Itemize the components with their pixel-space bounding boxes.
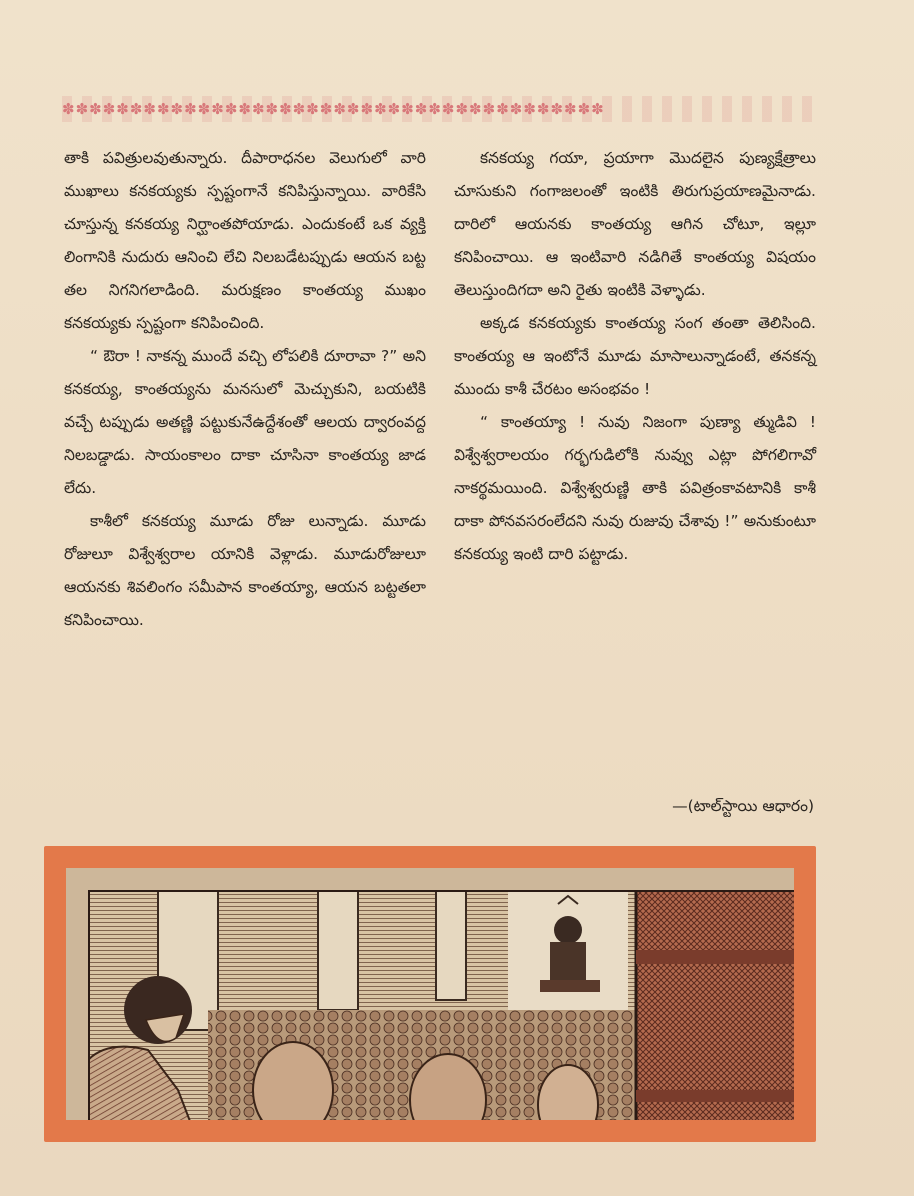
source-attribution: —(టాల్‌స్టాయి ఆధారం) bbox=[672, 797, 814, 815]
left-text-column bbox=[64, 142, 426, 637]
paragraph: అక్కడ కనకయ్యకు కాంతయ్య సంగ తంతా తెలిసింది. కాంతయ్య ఆ ఇంటోనే మూడు మాసాలున్నాడంటే, తనకన్న ముందు కాశీ చేరటం అసంభవం ! bbox=[454, 314, 816, 398]
paragraph: కాశీలో కనకయ్య మూడు రోజు లున్నాడు. మూడు రోజులూ విశ్వేశ్వరాల యానికి వెళ్లాడు. మూడురోజులూ ఆయనకు శివలింగం సమీపాన కాంతయ్యా, ఆయన బట్టతలా కనిపించాయి. bbox=[64, 512, 426, 629]
decorative-border-band: ✽✽✽✽✽✽✽✽✽✽✽✽✽✽✽✽✽✽✽✽✽✽✽✽✽✽✽✽✽✽✽✽✽✽✽✽✽✽✽✽ bbox=[62, 96, 818, 122]
paragraph: తాకి పవిత్రులవుతున్నారు. దీపారాధనల వెలుగులో వారి ముఖాలు కనకయ్యకు స్పష్టంగానే కనిపిస్తున్నాయి. వారికేసి చూస్తున్న కనకయ్య నిర్ఘాంతపోయాడు. ఎందుకంటే ఒక వ్యక్తి లింగానికి నుదురు ఆనించి లేచి నిలబడేటప్పుడు ఆయన బట్ట తల నిగనిగలాడింది. మరుక్షణం కాంతయ్య ముఖం కనకయ్యకు స్పష్టంగా కనిపించింది. bbox=[64, 149, 426, 332]
paragraph: “ కాంతయ్యా ! నువు నిజంగా పుణ్యా త్ముడివి ! విశ్వేశ్వరాలయం గర్భగుడిలోకి నువ్వు ఎట్లా పోగలిగావో నాకర్థమయింది. విశ్వేశ్వరుణ్ణి తాకి పవిత్రంకావటానికి కాశీ దాకా పోనవసరంలేదని నువు రుజువు చేశావు !” అనుకుంటూ కనకయ్య ఇంటి దారి పట్టాడు. bbox=[454, 413, 816, 563]
illustration-artwork bbox=[66, 868, 794, 1120]
paragraph: కనకయ్య గయా, ప్రయాగా మొదలైన పుణ్యక్షేత్రాలు చూసుకుని గంగాజలంతో ఇంటికి తిరుగుప్రయాణమైనాడు. దారిలో ఆయనకు కాంతయ్య ఆగిన చోటూ, ఇల్లూ కనిపించాయి. ఆ ఇంటివారి నడిగితే కాంతయ్య విషయం తెలుస్తుందిగదా అని రైతు ఇంటికి వెళ్ళాడు. bbox=[454, 149, 816, 299]
paragraph: “ ఔరా ! నాకన్న ముందే వచ్చి లోపలికి దూరావా ?” అని కనకయ్య, కాంతయ్యను మనసులో మెచ్చుకుని, బయటికి వచ్చే టప్పుడు అతణ్ణి పట్టుకునేఉద్దేశంతో ఆలయ ద్వారంవద్ద నిలబడ్డాడు. సాయంకాలం దాకా చూసినా కాంతయ్య జాడ లేదు. bbox=[64, 347, 426, 497]
right-text-column bbox=[454, 142, 816, 571]
temple-crowd-illustration bbox=[44, 846, 816, 1142]
